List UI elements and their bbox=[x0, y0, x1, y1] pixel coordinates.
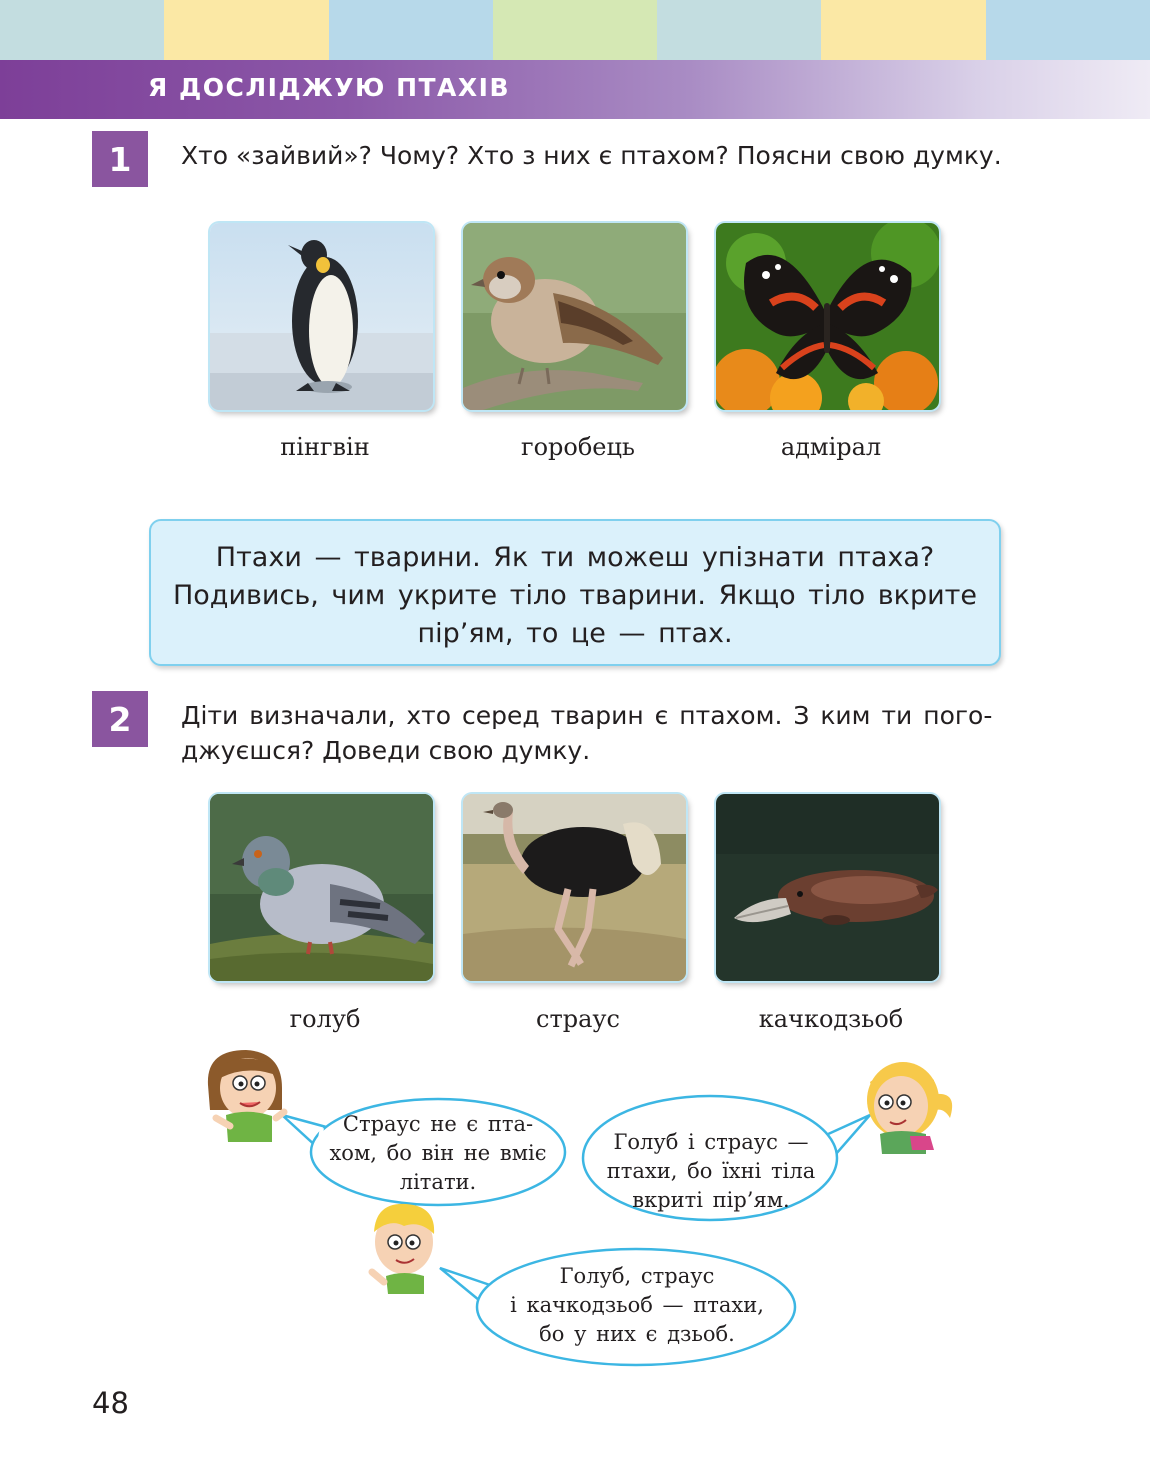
info-line: пір’ям, то це — птах. bbox=[417, 618, 733, 649]
animal-caption: голуб bbox=[289, 1005, 361, 1033]
speech-line: бо у них є дзьоб. bbox=[539, 1322, 735, 1346]
page-number: 48 bbox=[92, 1386, 129, 1420]
task2-question-line: джуєшся? Доведи свою думку. bbox=[181, 736, 591, 765]
girl-blonde-hair-icon bbox=[867, 1062, 952, 1154]
speech-text-1 bbox=[316, 1110, 560, 1200]
animal-caption: адмірал bbox=[780, 433, 882, 461]
task1-question: Хто «зайвий»? Чому? Хто з них є птахом? Поясни свою думку. bbox=[181, 141, 1002, 170]
speech-line: птахи, бо їхні тіла bbox=[606, 1159, 816, 1183]
boy-blonde-hair-icon bbox=[372, 1204, 434, 1294]
speech-text-3 bbox=[482, 1262, 792, 1352]
animal-caption: горобець bbox=[521, 433, 635, 461]
speech-line: і качкодзьоб — птахи, bbox=[510, 1293, 764, 1317]
animal-caption: пінгвін bbox=[280, 433, 370, 461]
task2-question-line: Діти визначали, хто серед тварин є птахом. З ким ти пого- bbox=[181, 701, 993, 730]
task-number-2: 2 bbox=[92, 691, 148, 747]
girl-brown-hair-icon bbox=[208, 1050, 284, 1142]
info-line: Птахи — тварини. Як ти можеш упізнати птаха? bbox=[215, 542, 935, 573]
speech-text-2 bbox=[586, 1128, 836, 1218]
speech-line: Страус не є пта- bbox=[342, 1112, 534, 1136]
speech-line: вкриті пір’ям. bbox=[632, 1188, 790, 1212]
speech-line: літати. bbox=[399, 1170, 477, 1194]
speech-line: хом, бо він не вміє bbox=[329, 1141, 547, 1165]
info-line: Подивись, чим укрите тіло тварини. Якщо тіло вкрите bbox=[172, 580, 978, 611]
speech-line: Голуб і страус — bbox=[613, 1130, 809, 1154]
speech-line: Голуб, страус bbox=[559, 1264, 715, 1288]
animal-caption: страус bbox=[536, 1005, 620, 1033]
task-number-1: 1 bbox=[92, 131, 148, 187]
animal-caption: качкодзьоб bbox=[758, 1005, 904, 1033]
page-title: Я ДОСЛІДЖУЮ ПТАХІВ bbox=[148, 73, 511, 102]
